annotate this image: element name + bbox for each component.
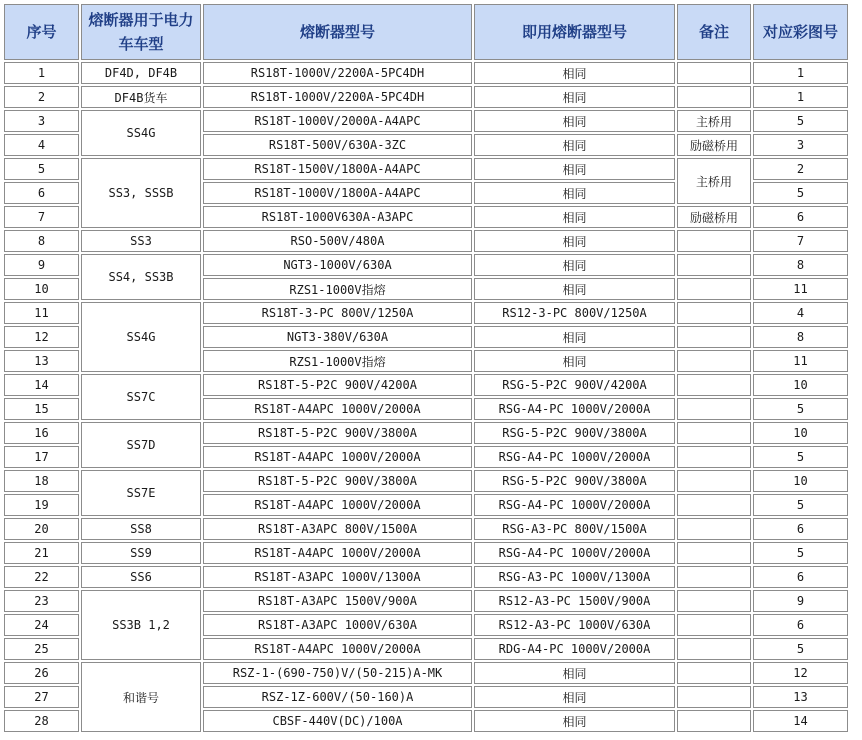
vehicle-cell: SS9 [81,542,201,564]
fuse-model-cell: NGT3-1000V/630A [203,254,472,276]
remark-cell [677,86,751,108]
alt-model-cell: RSG-A4-PC 1000V/2000A [474,398,675,420]
seq-cell: 10 [4,278,79,300]
fuse-model-cell: RSZ-1Z-600V/(50-160)A [203,686,472,708]
fuse-model-cell: RS18T-1000V/1800A-A4APC [203,182,472,204]
figure-cell: 5 [753,182,848,204]
fuse-model-cell: RS18T-A4APC 1000V/2000A [203,494,472,516]
fuse-model-cell: CBSF-440V(DC)/100A [203,710,472,732]
seq-cell: 16 [4,422,79,444]
remark-cell [677,278,751,300]
fuse-model-cell: RZS1-1000V指熔 [203,278,472,300]
header-seq: 序号 [4,4,79,60]
alt-model-cell: 相同 [474,710,675,732]
remark-cell [677,686,751,708]
seq-cell: 25 [4,638,79,660]
seq-cell: 28 [4,710,79,732]
fuse-model-cell: RS18T-A4APC 1000V/2000A [203,638,472,660]
figure-cell: 6 [753,206,848,228]
figure-cell: 6 [753,614,848,636]
table-row [4,110,848,132]
alt-model-cell: RSG-A4-PC 1000V/2000A [474,494,675,516]
alt-model-cell: 相同 [474,134,675,156]
vehicle-cell: SS3 [81,230,201,252]
remark-cell: 励磁桥用 [677,206,751,228]
seq-cell: 6 [4,182,79,204]
remark-cell [677,662,751,684]
seq-cell: 21 [4,542,79,564]
table-row [4,158,848,180]
vehicle-cell: SS7C [81,374,201,420]
fuse-model-cell: RS18T-500V/630A-3ZC [203,134,472,156]
figure-cell: 5 [753,638,848,660]
seq-cell: 20 [4,518,79,540]
alt-model-cell: RDG-A4-PC 1000V/2000A [474,638,675,660]
alt-model-cell: 相同 [474,206,675,228]
vehicle-cell: SS8 [81,518,201,540]
seq-cell: 5 [4,158,79,180]
alt-model-cell: RS12-A3-PC 1500V/900A [474,590,675,612]
figure-cell: 8 [753,326,848,348]
seq-cell: 8 [4,230,79,252]
seq-cell: 13 [4,350,79,372]
alt-model-cell: 相同 [474,158,675,180]
table-row [4,254,848,276]
fuse-model-cell: NGT3-380V/630A [203,326,472,348]
figure-cell: 4 [753,302,848,324]
seq-cell: 26 [4,662,79,684]
seq-cell: 17 [4,446,79,468]
table-row [4,86,848,108]
fuse-model-cell: RS18T-1500V/1800A-A4APC [203,158,472,180]
alt-model-cell: 相同 [474,326,675,348]
fuse-model-cell: RS18T-5-P2C 900V/4200A [203,374,472,396]
figure-cell: 11 [753,278,848,300]
remark-cell [677,446,751,468]
header-remark: 备注 [677,4,751,60]
figure-cell: 1 [753,86,848,108]
vehicle-cell: DF4D, DF4B [81,62,201,84]
fuse-model-cell: RSZ-1-(690-750)V/(50-215)A-MK [203,662,472,684]
remark-cell [677,638,751,660]
fuse-model-cell: RS18T-A4APC 1000V/2000A [203,446,472,468]
remark-cell: 励磁桥用 [677,134,751,156]
alt-model-cell: RSG-A4-PC 1000V/2000A [474,542,675,564]
alt-model-cell: 相同 [474,278,675,300]
seq-cell: 15 [4,398,79,420]
figure-cell: 7 [753,230,848,252]
fuse-model-cell: RZS1-1000V指熔 [203,350,472,372]
vehicle-cell: SS3B 1,2 [81,590,201,660]
remark-cell [677,302,751,324]
alt-model-cell: 相同 [474,686,675,708]
table-row [4,230,848,252]
figure-cell: 11 [753,350,848,372]
remark-cell [677,590,751,612]
figure-cell: 6 [753,518,848,540]
seq-cell: 1 [4,62,79,84]
remark-cell [677,470,751,492]
seq-cell: 24 [4,614,79,636]
remark-cell: 主桥用 [677,110,751,132]
table-row [4,542,848,564]
table-row [4,566,848,588]
figure-cell: 10 [753,422,848,444]
fuse-model-cell: RS18T-A3APC 1500V/900A [203,590,472,612]
table-row [4,662,848,684]
vehicle-cell: SS6 [81,566,201,588]
vehicle-cell: SS3, SSSB [81,158,201,228]
remark-cell [677,494,751,516]
header-fuse-model: 熔断器型号 [203,4,472,60]
figure-cell: 13 [753,686,848,708]
seq-cell: 12 [4,326,79,348]
figure-cell: 10 [753,470,848,492]
fuse-model-cell: RS18T-1000V/2200A-5PC4DH [203,62,472,84]
seq-cell: 22 [4,566,79,588]
remark-cell [677,422,751,444]
figure-cell: 5 [753,494,848,516]
figure-cell: 5 [753,398,848,420]
header-row [4,4,848,60]
vehicle-cell: SS4, SS3B [81,254,201,300]
fuse-model-cell: RS18T-3-PC 800V/1250A [203,302,472,324]
alt-model-cell: 相同 [474,350,675,372]
alt-model-cell: 相同 [474,662,675,684]
table-row [4,470,848,492]
remark-cell [677,254,751,276]
table-row [4,302,848,324]
alt-model-cell: 相同 [474,230,675,252]
table-row [4,422,848,444]
vehicle-cell: DF4B货车 [81,86,201,108]
header-alt-model: 即用熔断器型号 [474,4,675,60]
figure-cell: 5 [753,110,848,132]
seq-cell: 11 [4,302,79,324]
alt-model-cell: RSG-A4-PC 1000V/2000A [474,446,675,468]
figure-cell: 3 [753,134,848,156]
fuse-model-cell: RS18T-A3APC 800V/1500A [203,518,472,540]
table-row [4,374,848,396]
fuse-model-cell: RS18T-A3APC 1000V/630A [203,614,472,636]
remark-cell [677,614,751,636]
remark-cell [677,326,751,348]
seq-cell: 18 [4,470,79,492]
fuse-model-cell: RS18T-1000V/2200A-5PC4DH [203,86,472,108]
figure-cell: 5 [753,542,848,564]
alt-model-cell: 相同 [474,254,675,276]
alt-model-cell: 相同 [474,86,675,108]
alt-model-cell: 相同 [474,110,675,132]
header-vehicle: 熔断器用于电力车车型 [81,4,201,60]
remark-cell [677,62,751,84]
alt-model-cell: RSG-5-P2C 900V/3800A [474,422,675,444]
table-row [4,518,848,540]
table-row [4,590,848,612]
fuse-model-cell: RSO-500V/480A [203,230,472,252]
remark-cell [677,710,751,732]
remark-cell: 主桥用 [677,158,751,204]
figure-cell: 9 [753,590,848,612]
seq-cell: 9 [4,254,79,276]
figure-cell: 12 [753,662,848,684]
remark-cell [677,542,751,564]
figure-cell: 6 [753,566,848,588]
vehicle-cell: SS4G [81,302,201,372]
vehicle-cell: SS4G [81,110,201,156]
fuse-model-cell: RS18T-A4APC 1000V/2000A [203,542,472,564]
figure-cell: 14 [753,710,848,732]
seq-cell: 14 [4,374,79,396]
alt-model-cell: 相同 [474,62,675,84]
alt-model-cell: RSG-A3-PC 800V/1500A [474,518,675,540]
fuse-model-cell: RS18T-5-P2C 900V/3800A [203,422,472,444]
vehicle-cell: SS7E [81,470,201,516]
alt-model-cell: RS12-3-PC 800V/1250A [474,302,675,324]
remark-cell [677,374,751,396]
alt-model-cell: 相同 [474,182,675,204]
seq-cell: 23 [4,590,79,612]
figure-cell: 5 [753,446,848,468]
header-color-figure: 对应彩图号 [753,4,848,60]
fuse-model-cell: RS18T-1000V/2000A-A4APC [203,110,472,132]
fuse-model-cell: RS18T-1000V630A-A3APC [203,206,472,228]
alt-model-cell: RSG-5-P2C 900V/3800A [474,470,675,492]
remark-cell [677,566,751,588]
alt-model-cell: RSG-A3-PC 1000V/1300A [474,566,675,588]
vehicle-cell: 和谐号 [81,662,201,732]
seq-cell: 19 [4,494,79,516]
figure-cell: 10 [753,374,848,396]
table-row [4,62,848,84]
figure-cell: 2 [753,158,848,180]
alt-model-cell: RS12-A3-PC 1000V/630A [474,614,675,636]
alt-model-cell: RSG-5-P2C 900V/4200A [474,374,675,396]
seq-cell: 7 [4,206,79,228]
fuse-model-cell: RS18T-A4APC 1000V/2000A [203,398,472,420]
fuse-model-cell: RS18T-A3APC 1000V/1300A [203,566,472,588]
remark-cell [677,398,751,420]
figure-cell: 8 [753,254,848,276]
remark-cell [677,350,751,372]
seq-cell: 3 [4,110,79,132]
vehicle-cell: SS7D [81,422,201,468]
seq-cell: 2 [4,86,79,108]
remark-cell [677,518,751,540]
seq-cell: 4 [4,134,79,156]
remark-cell [677,230,751,252]
seq-cell: 27 [4,686,79,708]
fuse-model-cell: RS18T-5-P2C 900V/3800A [203,470,472,492]
figure-cell: 1 [753,62,848,84]
fuse-compatibility-table [2,2,850,734]
